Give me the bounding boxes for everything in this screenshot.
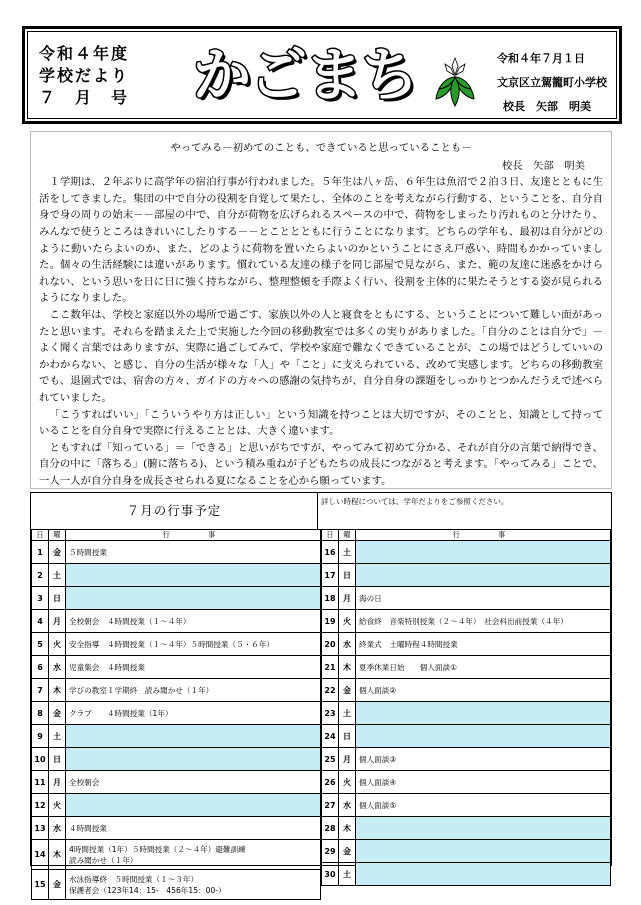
schedule-weekday: 木	[339, 817, 356, 840]
schedule-day: 5	[32, 633, 49, 656]
schedule-event	[356, 541, 611, 564]
schedule-day: 4	[32, 610, 49, 633]
issue-line-month: ７ 月 号	[39, 88, 130, 107]
schedule-day: 9	[32, 725, 49, 748]
schedule-event	[356, 840, 611, 863]
schedule-weekday: 土	[49, 725, 66, 748]
schedule-row	[322, 863, 611, 886]
schedule-weekday: 月	[49, 610, 66, 633]
schedule-event	[66, 679, 321, 702]
schedule-weekday: 水	[49, 656, 66, 679]
schedule-event	[66, 748, 321, 771]
essay-paragraph: ここ数年は、学校と家庭以外の場所で過ごす、家族以外の人と寝食をともにする、ということについて難しい面があったと思います。それらを踏まえた上で実施した今回の移動教室では多くの実りがありました。「自分のことは自分で」－よく聞く言葉ではありますが、実際に過ごしてみて、学校や家庭で難なくできていることが、この場ではどうしていいのかわからない、と感じ、自分の生活が様々な「人」や「こと」に支えられている、改めて実感します。どちらの移動教室でも、退園式では、宿舎の方々、ガイドの方々への感謝の気持ちが、自分自身の課題をしっかりとつかんだうえで述べられていました。	[39, 308, 603, 404]
schedule-event	[356, 817, 611, 840]
schedule-event	[66, 541, 321, 564]
newsletter-header	[22, 26, 622, 124]
schedule-event-line: ５時間授業	[69, 547, 107, 557]
schedule-day: 8	[32, 702, 49, 725]
issue-date: 令和４年７月１日	[497, 52, 585, 65]
schedule-event-line: 個人面談③	[359, 754, 397, 764]
schedule-weekday: 月	[339, 587, 356, 610]
schedule-row	[322, 564, 611, 587]
schedule-weekday: 土	[339, 863, 356, 886]
issue-meta	[497, 47, 621, 119]
schedule-day: 16	[322, 541, 339, 564]
schedule-weekday: 日	[339, 564, 356, 587]
schedule-column-left	[31, 529, 321, 900]
schedule-weekday: 火	[49, 633, 66, 656]
schedule-event-line: クラブ ４時間授業（1年）	[69, 708, 173, 718]
schedule-day: 24	[322, 725, 339, 748]
schedule-day: 17	[322, 564, 339, 587]
schedule-row	[322, 656, 611, 679]
schedule-event-line: 全校朝会	[69, 777, 100, 787]
newsletter-title: かごまち	[193, 41, 418, 109]
schedule-row	[322, 794, 611, 817]
schedule-event	[66, 870, 321, 900]
schedule-row	[322, 817, 611, 840]
school-name: 文京区立駕籠町小学校	[497, 76, 607, 89]
schedule-weekday: 木	[339, 656, 356, 679]
schedule-row	[322, 840, 611, 863]
schedule-event	[356, 610, 611, 633]
schedule-row	[322, 771, 611, 794]
schedule-day: 14	[32, 840, 49, 870]
schedule-row	[32, 840, 321, 870]
schedule-event	[66, 656, 321, 679]
schedule-row	[32, 771, 321, 794]
schedule-event	[66, 702, 321, 725]
header-event: 行 事	[66, 530, 321, 541]
schedule-event	[66, 633, 321, 656]
header-day: 日	[32, 530, 49, 541]
schedule-event	[356, 725, 611, 748]
schedule-row	[32, 817, 321, 840]
schedule-day: 26	[322, 771, 339, 794]
schedule-weekday: 火	[339, 771, 356, 794]
header-event: 行 事	[356, 530, 611, 541]
schedule-day: 23	[322, 702, 339, 725]
schedule-row	[32, 587, 321, 610]
schedule-day: 12	[32, 794, 49, 817]
schedule-event	[356, 794, 611, 817]
schedule-weekday: 土	[339, 702, 356, 725]
schedule-event	[66, 817, 321, 840]
schedule-event-line: 保護者会（123年14：15- 456年15：00-）	[69, 885, 226, 895]
schedule-weekday: 金	[339, 679, 356, 702]
schedule-day: 1	[32, 541, 49, 564]
schedule-day: 27	[322, 794, 339, 817]
schedule-table-right	[321, 529, 611, 886]
schedule-row	[322, 702, 611, 725]
principal-name: 校長 矢部 明美	[503, 100, 591, 113]
schedule-note: 詳しい時程については、学年だよりをご参照ください。	[321, 497, 509, 506]
essay-paragraph: 「こうすればいい」「こういうやり方は正しい」という知識を持つことは大切ですが、そのことと、知識として持っていることを自分自身で実際に行えることとは、大きく違います。	[39, 408, 603, 438]
schedule-weekday: 木	[49, 840, 66, 870]
schedule-event	[356, 771, 611, 794]
essay-paragraph: ともすれば「知っている」＝「できる」と思いがちですが、やってみて初めて分かる、それが自分の言葉で納得でき、自分の中に「落ちる」(腑に落ちる)、という積み重ねが子どもたちの成長につながると考えます。「やってみる」ことで、一人一人が自分自身を成長させられる夏になることを心から願っています。	[39, 441, 603, 487]
schedule-weekday: 土	[339, 541, 356, 564]
schedule-event	[356, 863, 611, 886]
schedule-row	[32, 725, 321, 748]
schedule-weekday: 日	[339, 725, 356, 748]
schedule-day: 7	[32, 679, 49, 702]
schedule-day: 18	[322, 587, 339, 610]
schedule-column-right	[321, 529, 611, 886]
schedule-day: 6	[32, 656, 49, 679]
schedule-event	[356, 564, 611, 587]
schedule-event-line: 終業式 土曜時程４時間授業	[359, 639, 458, 649]
schedule-event-line: 水泳指導終 ５時間授業（１～３年）	[69, 874, 199, 884]
essay-paragraph: １学期は、２年ぶりに高学年の宿泊行事が行われました。５年生は八ヶ岳、６年生は魚沼で２泊３日、友達とともに生活をしてきました。集団の中で自分の役割を自覚して果たし、全体のことを考えながら行動する、ということを、自分自身で身の周りの始末－－部屋の中で、自分が荷物を広げられるスペースの中で、荷物をしまったり汚れものと分けたり、みんなで使うところはきれいにしたりする－－とこととともに行うことになります。どちらの学年も、最初は自分がどのように動いたらよいのか、また、どのように荷物を置いたらよいのかということにさえ戸惑い、時間もかかっていました。個々の生活経験には違いがあります。慣れている友達の様子を同じ部屋で見ながら、また、範の友達に迷惑をかけられない、という思いを日に日に強く持ちながら、整理整頓を手際よく行い、役割を主体的に果たそうとする姿が見られるようになりました。	[39, 176, 603, 305]
issue-line-year: 令和４年度	[39, 44, 130, 63]
schedule-event-line: 海の日	[359, 593, 382, 603]
schedule-weekday: 金	[49, 702, 66, 725]
schedule-weekday: 金	[49, 870, 66, 900]
schedule-event	[356, 748, 611, 771]
schedule-title: ７月の行事予定	[31, 493, 318, 529]
principal-essay	[30, 131, 612, 489]
schedule-day: 22	[322, 679, 339, 702]
schedule-row	[32, 748, 321, 771]
schedule-event	[66, 771, 321, 794]
schedule-event-line: 夏季休業日始 個人面談①	[359, 662, 457, 672]
schedule-weekday: 月	[339, 748, 356, 771]
schedule-row	[322, 587, 611, 610]
schedule-day: 2	[32, 564, 49, 587]
schedule-event-line: 全校朝会 ４時間授業（１～４年）	[69, 616, 191, 626]
header-day: 日	[322, 530, 339, 541]
schedule-event	[66, 564, 321, 587]
schedule-row	[32, 679, 321, 702]
schedule-row	[32, 794, 321, 817]
schedule-row	[322, 610, 611, 633]
schedule-header	[31, 493, 611, 529]
schedule-weekday: 火	[339, 610, 356, 633]
school-crest-icon	[433, 55, 477, 107]
schedule-row	[32, 610, 321, 633]
schedule-row	[322, 541, 611, 564]
schedule-event	[66, 794, 321, 817]
schedule-event-line: 安全指導 ４時間授業（１～４年）５時間授業（５・６年）	[69, 639, 275, 649]
schedule-event-line: 読み聞かせ（１年）	[69, 855, 138, 865]
schedule-day: 21	[322, 656, 339, 679]
schedule-row	[322, 633, 611, 656]
schedule-event-line: 個人面談④	[359, 777, 397, 787]
schedule-event	[66, 840, 321, 870]
schedule-event-line: 個人面談②	[359, 685, 397, 695]
essay-title: やってみる－初めてのことも、できていると思っていることも－	[170, 142, 472, 154]
schedule-event-line: 4時間授業（1年）５時間授業（２～４年）避難訓練	[69, 844, 246, 854]
schedule-weekday: 土	[49, 564, 66, 587]
schedule-weekday: 日	[49, 587, 66, 610]
header-weekday: 曜	[49, 530, 66, 541]
schedule-table-left	[31, 529, 321, 900]
schedule-weekday: 月	[49, 771, 66, 794]
schedule-day: 30	[322, 863, 339, 886]
schedule-event	[356, 656, 611, 679]
schedule-event	[66, 587, 321, 610]
schedule-day: 13	[32, 817, 49, 840]
schedule-day: 11	[32, 771, 49, 794]
schedule-weekday: 水	[339, 794, 356, 817]
issue-info	[39, 43, 179, 109]
schedule-day: 3	[32, 587, 49, 610]
schedule-event-line: 個人面談⑤	[359, 800, 397, 810]
schedule-row	[322, 679, 611, 702]
schedule-row	[32, 541, 321, 564]
schedule-event-line: ４時間授業	[69, 823, 107, 833]
schedule-day: 25	[322, 748, 339, 771]
schedule-row	[32, 633, 321, 656]
header-weekday: 曜	[339, 530, 356, 541]
schedule-day: 19	[322, 610, 339, 633]
schedule-row	[322, 725, 611, 748]
essay-signature: 校長 矢部 明美	[501, 159, 585, 172]
issue-line-kind: 学校だより	[39, 66, 130, 85]
schedule-row	[322, 748, 611, 771]
schedule-day: 28	[322, 817, 339, 840]
schedule-event	[66, 610, 321, 633]
schedule-event	[66, 725, 321, 748]
schedule-day: 15	[32, 870, 49, 900]
schedule-row	[32, 656, 321, 679]
schedule-weekday: 日	[49, 748, 66, 771]
schedule-event-line: 学びの教室１学期終 読み聞かせ（１年）	[69, 685, 214, 695]
schedule-event-line: 児童集会 ４時間授業	[69, 662, 145, 672]
schedule-day: 20	[322, 633, 339, 656]
schedule-day: 10	[32, 748, 49, 771]
schedule-row	[32, 564, 321, 587]
schedule-weekday: 金	[339, 840, 356, 863]
event-schedule	[30, 492, 612, 895]
schedule-weekday: 火	[49, 794, 66, 817]
schedule-weekday: 水	[49, 817, 66, 840]
schedule-event	[356, 679, 611, 702]
schedule-day: 29	[322, 840, 339, 863]
schedule-event	[356, 633, 611, 656]
schedule-event	[356, 702, 611, 725]
schedule-weekday: 水	[339, 633, 356, 656]
schedule-event-line: 給食終 音楽特別授業（２～４年） 社会科出前授業（４年）	[359, 616, 568, 626]
schedule-weekday: 木	[49, 679, 66, 702]
schedule-row	[32, 870, 321, 900]
schedule-weekday: 金	[49, 541, 66, 564]
schedule-row	[32, 702, 321, 725]
schedule-event	[356, 587, 611, 610]
